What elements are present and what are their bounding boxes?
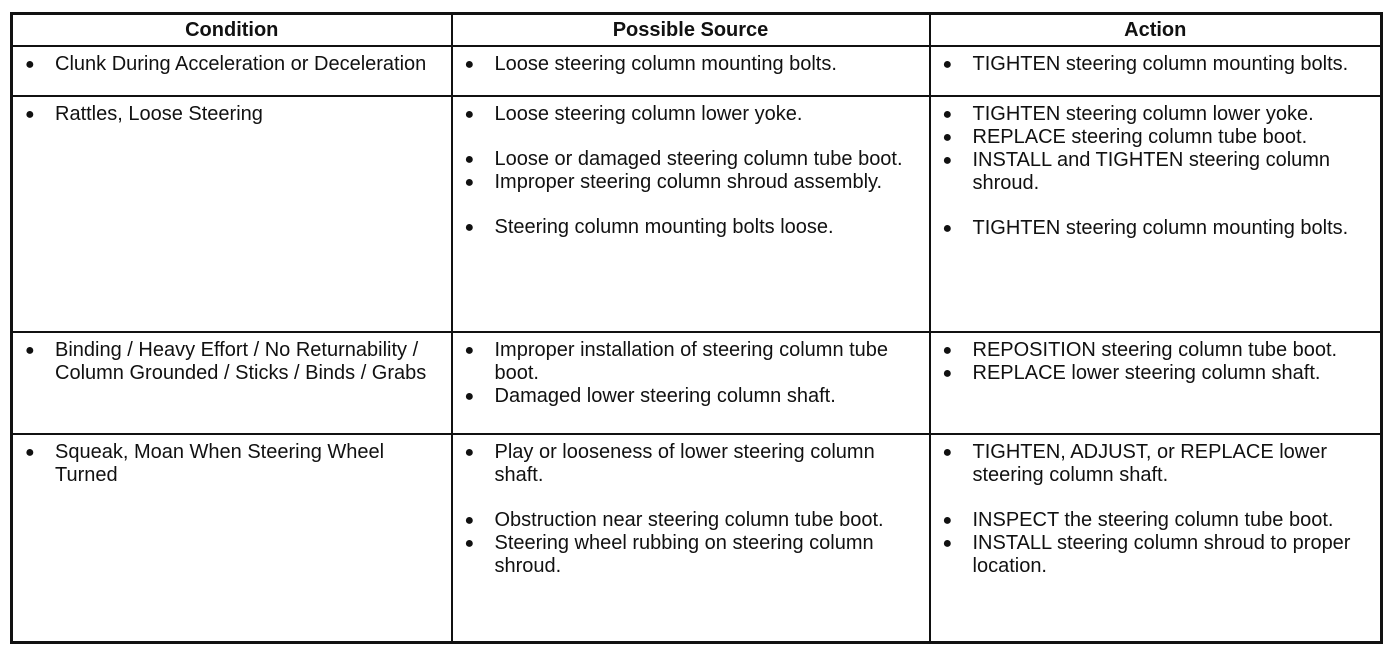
condition-text: Rattles, Loose Steering [55,103,263,125]
action-text: REPOSITION steering column tube boot. [972,339,1338,361]
bullet-icon: ● [464,151,475,168]
list-item [459,509,923,532]
list-item [459,148,923,171]
source-text: Improper installation of steering column tube boot. [494,339,889,384]
list-item [937,126,1375,149]
source-text: Steering wheel rubbing on steering column shroud. [494,532,874,577]
action-text: TIGHTEN steering column mounting bolts. [972,217,1349,239]
source-text: Loose steering column mounting bolts. [494,53,837,75]
condition-cell [12,96,452,332]
action-text: INSTALL steering column shroud to proper location. [972,532,1351,577]
list-item [459,216,923,239]
action-text: TIGHTEN, ADJUST, or REPLACE lower steering column shaft. [972,441,1328,486]
action-text: REPLACE lower steering column shaft. [972,362,1321,384]
list-item [459,171,923,194]
bullet-icon: ● [942,220,953,237]
source-text: Play or looseness of lower steering column shaft. [494,441,875,486]
action-text: TIGHTEN steering column lower yoke. [972,103,1314,125]
list-item [19,53,445,76]
list-item [459,339,923,385]
table-row [12,96,1382,332]
bullet-icon: ● [942,444,953,461]
bullet-icon: ● [25,444,35,461]
bullet-icon: ● [25,342,35,359]
bullet-icon: ● [942,365,953,382]
bullet-icon: ● [464,219,475,236]
bullet-icon: ● [942,56,953,73]
list-item [459,103,923,126]
condition-cell [12,332,452,434]
bullet-icon: ● [942,129,953,146]
source-text: Damaged lower steering column shaft. [494,385,836,407]
action-cell [930,96,1382,332]
bullet-icon: ● [464,342,475,359]
list-item [937,362,1375,385]
header-row [12,14,1382,47]
list-item [19,103,445,126]
action-cell [930,46,1382,96]
bullet-icon: ● [942,535,953,552]
list-item [937,217,1375,240]
bullet-icon: ● [942,342,953,359]
bullet-icon: ● [464,174,475,191]
list-item [19,441,445,487]
bullet-icon: ● [942,106,953,123]
table-row [12,332,1382,434]
condition-cell [12,434,452,642]
list-item [937,532,1375,578]
bullet-icon: ● [464,106,475,123]
bullet-icon: ● [25,56,35,73]
bullet-icon: ● [942,512,953,529]
action-text: REPLACE steering column tube boot. [972,126,1308,148]
list-item [937,53,1375,76]
list-item [459,385,923,408]
list-item [937,149,1375,195]
action-text: INSPECT the steering column tube boot. [972,509,1334,531]
bullet-icon: ● [464,512,475,529]
source-cell [452,434,930,642]
header-condition: Condition [12,14,452,47]
header-action: Action [930,14,1382,47]
bullet-icon: ● [464,535,475,552]
source-cell [452,46,930,96]
source-cell [452,332,930,434]
condition-cell [12,46,452,96]
list-item [459,441,923,487]
bullet-icon: ● [25,106,35,123]
table-row [12,434,1382,642]
source-cell [452,96,930,332]
source-text: Loose steering column lower yoke. [494,103,803,125]
list-item [937,441,1375,487]
condition-text: Squeak, Moan When Steering Wheel Turned [55,441,385,486]
action-text: INSTALL and TIGHTEN steering column shroud. [972,149,1331,194]
header-possible-source: Possible Source [452,14,930,47]
source-text: Steering column mounting bolts loose. [494,216,834,238]
source-text: Obstruction near steering column tube boot. [494,509,884,531]
bullet-icon: ● [942,152,953,169]
bullet-icon: ● [464,388,475,405]
action-cell [930,332,1382,434]
source-text: Loose or damaged steering column tube boot. [494,148,903,170]
diagnosis-table [10,12,1383,644]
bullet-icon: ● [464,444,475,461]
list-item [19,339,445,385]
list-item [459,532,923,578]
bullet-icon: ● [464,56,475,73]
list-item [459,53,923,76]
condition-text: Binding / Heavy Effort / No Returnability / Column Grounded / Sticks / Binds / Grabs [55,339,427,384]
source-text: Improper steering column shroud assembly. [494,171,883,193]
action-cell [930,434,1382,642]
condition-text: Clunk During Acceleration or Deceleration [55,53,427,75]
action-text: TIGHTEN steering column mounting bolts. [972,53,1349,75]
list-item [937,509,1375,532]
list-item [937,339,1375,362]
list-item [937,103,1375,126]
table-row [12,46,1382,96]
